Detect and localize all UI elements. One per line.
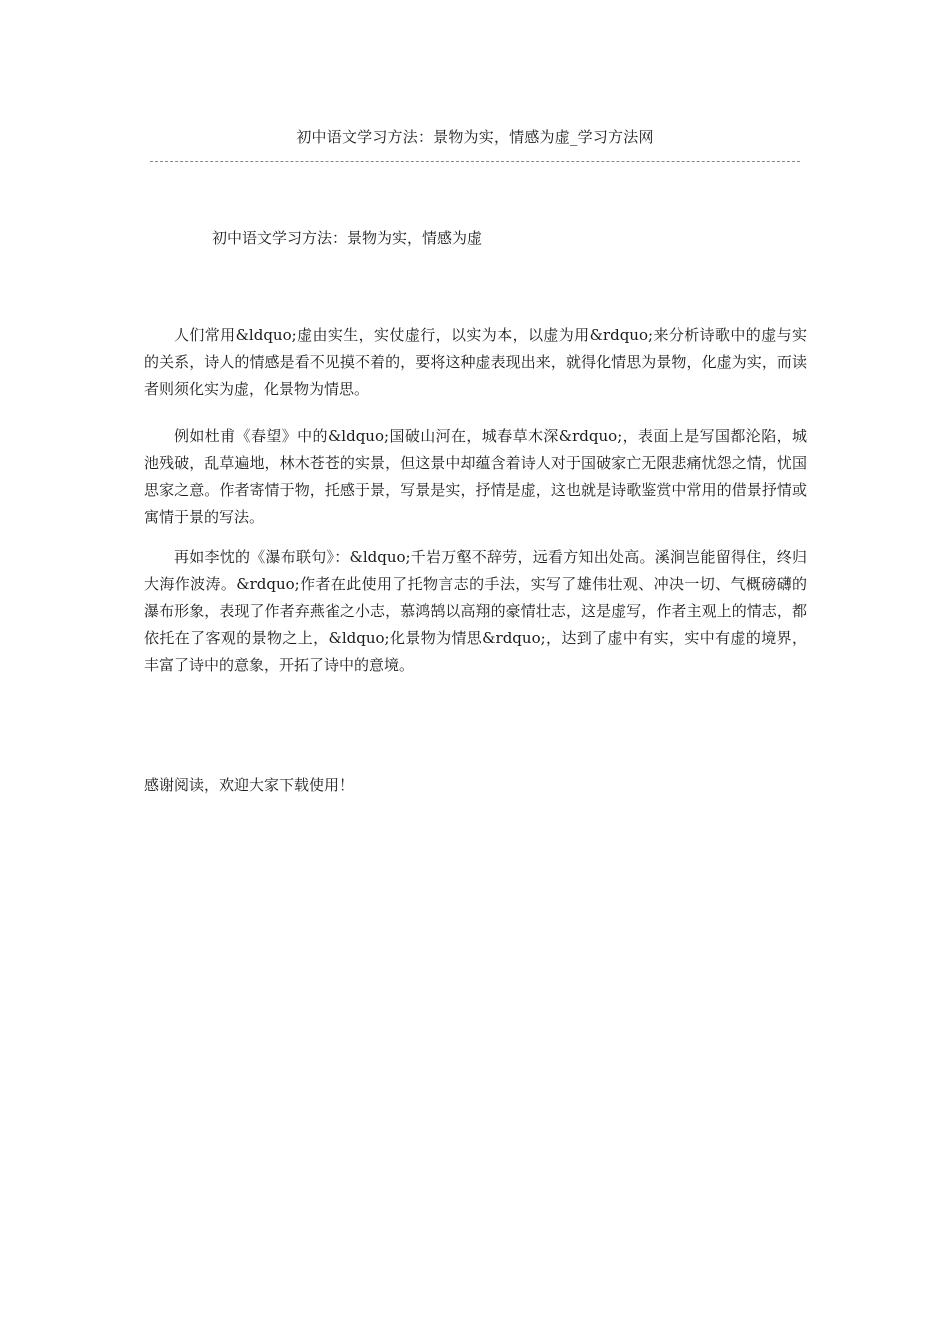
closing-note: 感谢阅读，欢迎大家下载使用！	[144, 776, 355, 794]
paragraph: 再如李忱的《瀑布联句》：&ldquo;千岩万壑不辞劳，远看方知出处高。溪涧岂能留得住，终归大海作波涛。&rdquo;作者在此使用了托物言志的手法，实写了雄伟壮观、冲决一切、气概磅礴的瀑布形象，表现了作者弃燕雀之小志，慕鸿鹄以高翔的豪情壮志，这是虚写，作者主观上的情志，都依托在了客观的景物之上，&ldquo;化景物为情思&rdquo;，达到了虚中有实，实中有虚的境界，丰富了诗中的意象，开拓了诗中的意境。	[144, 548, 807, 674]
paragraph: 人们常用&ldquo;虚由实生，实仗虚行，以实为本，以虚为用&rdquo;来分析诗歌中的虚与实的关系，诗人的情感是看不见摸不着的，要将这种虚表现出来，就得化情思为景物，化虚为实，而读者则须化实为虚，化景物为情思。	[144, 326, 807, 398]
title-divider	[150, 161, 800, 162]
document-subtitle: 初中语文学习方法：景物为实，情感为虚	[212, 229, 483, 247]
page-title: 初中语文学习方法：景物为实，情感为虚_学习方法网	[296, 128, 654, 146]
paragraph: 例如杜甫《春望》中的&ldquo;国破山河在，城春草木深&rdquo;，表面上是写国都沦陷，城池残破，乱草遍地，林木苍苍的实景，但这景中却蕴含着诗人对于国破家亡无限悲痛忧怨之情，忧国思家之意。作者寄情于物，托感于景，写景是实，抒情是虚，这也就是诗歌鉴赏中常用的借景抒情或寓情于景的写法。	[144, 427, 807, 526]
